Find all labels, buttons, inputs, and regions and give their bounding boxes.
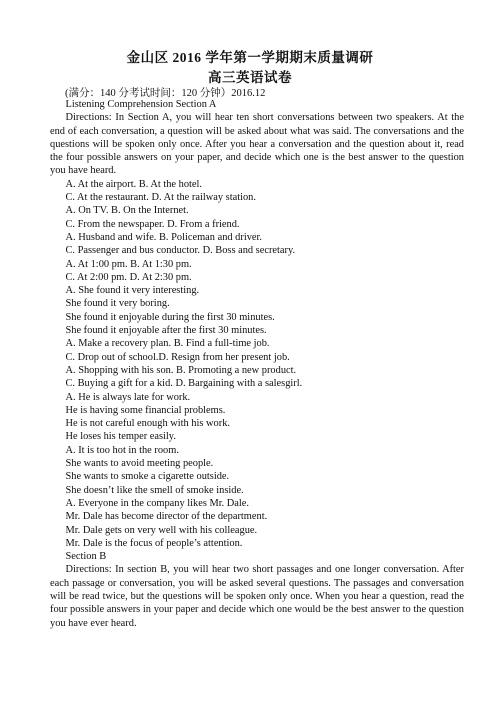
option-line: A. Everyone in the company likes Mr. Dale. [65, 497, 250, 509]
option-line: A. On TV. B. On the Internet. [65, 205, 189, 217]
option-line: A. At 1:00 pm. B. At 1:30 pm. [65, 258, 192, 270]
option-line: A. At the airport. B. At the hotel. [65, 178, 203, 190]
option-line: He loses his temper easily. [65, 431, 176, 443]
section-b-heading: Section B [65, 551, 107, 563]
section-a-heading: Listening Comprehension Section A [65, 99, 217, 110]
option-line: A. Shopping with his son. B. Promoting a new product. [65, 364, 297, 376]
option-line: She found it enjoyable during the first 30 minutes. [65, 311, 275, 323]
option-line: She found it enjoyable after the first 30 minutes. [65, 325, 267, 337]
answer-options [50, 178, 464, 550]
exam-title: 金山区 2016 学年第一学期期末质量调研 [126, 50, 374, 65]
option-line: He is having some financial problems. [65, 404, 226, 416]
option-line: She doesn’t like the smell of smoke inside. [65, 484, 244, 496]
option-line: Mr. Dale gets on very well with his colleague. [65, 524, 258, 536]
exam-body [50, 98, 464, 630]
option-line: C. Buying a gift for a kid. D. Bargaining with a salesgirl. [65, 378, 303, 390]
option-line: He is not careful enough with his work. [65, 418, 230, 430]
option-line: A. Husband and wife. B. Policeman and driver. [65, 231, 263, 243]
option-line: A. He is always late for work. [65, 391, 191, 403]
option-line: A. It is too hot in the room. [65, 444, 179, 456]
option-line: C. At the restaurant. D. At the railway station. [65, 192, 256, 204]
exam-meta: (满分：140 分考试时间：120 分钟）2016.12 [65, 88, 266, 99]
option-line: Mr. Dale is the focus of people’s attention. [65, 537, 243, 549]
option-line: She found it very boring. [65, 298, 170, 310]
option-line: C. Passenger and bus conductor. D. Boss and secretary. [65, 245, 296, 257]
option-line: Mr. Dale has become director of the department. [65, 511, 268, 523]
option-line: A. She found it very interesting. [65, 285, 200, 297]
section-a-directions: Directions: In Section A, you will hear ten short conversations between two speakers. At the end of each conversation, a question will be asked about what was said. The conversations and the questions will be spoken only once. After you hear a conversation and the question about it, read the four possible answers on your paper, and decide which one is the best answer to the question you have heard. [50, 112, 464, 177]
option-line: C. Drop out of school.D. Resign from her present job. [65, 351, 290, 363]
option-line: C. From the newspaper. D. From a friend. [65, 218, 240, 230]
option-line: She wants to avoid meeting people. [65, 458, 214, 470]
section-b-directions: Directions: In section B, you will hear two short passages and one longer conversation. After each passage or conversation, you will be asked several questions. The passages and conversation will be read twice, but the questions will be spoken only once. When you hear a question, read the four possible answers in your paper and decide which one would be the best answer to the question you have ever heard. [50, 564, 464, 629]
option-line: A. Make a recovery plan. B. Find a full-time job. [65, 338, 270, 350]
option-line: C. At 2:00 pm. D. At 2:30 pm. [65, 271, 192, 283]
option-line: She wants to smoke a cigarette outside. [65, 471, 230, 483]
exam-subtitle: 高三英语试卷 [208, 70, 292, 85]
